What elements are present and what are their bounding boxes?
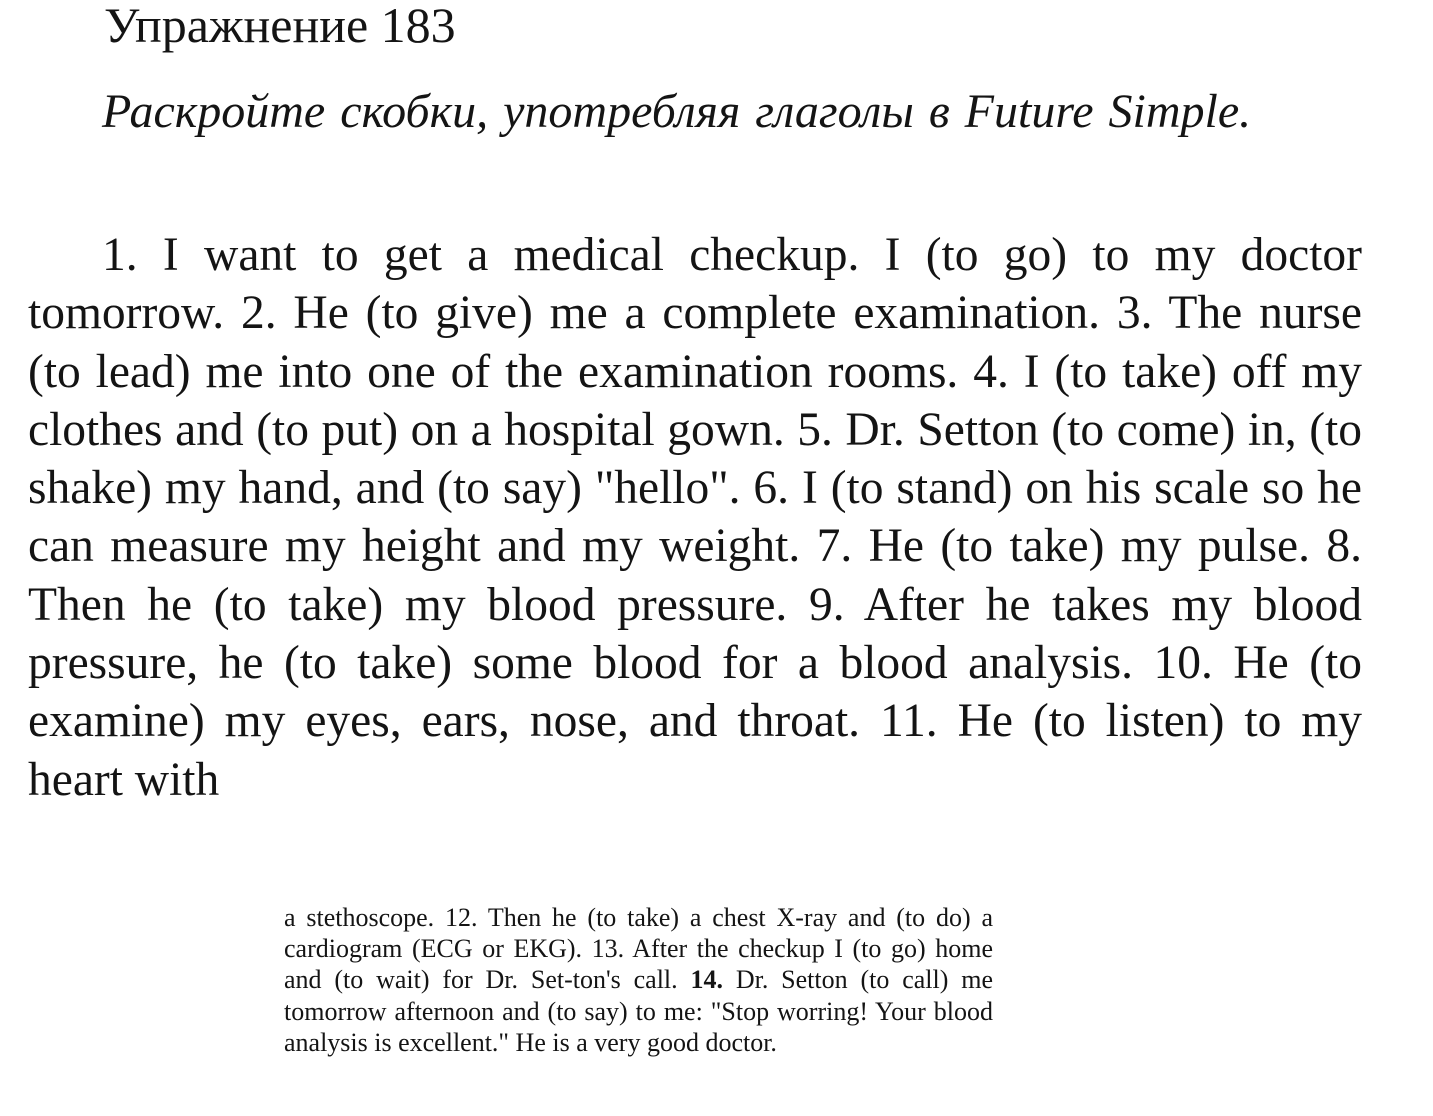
continuation-text-part-1: a stethoscope. 12. Then he (to take) a chest X-ray and (to do) a cardiogram (ECG or EKG). 13. After the checkup I (to go) home and (to wait) for Dr. Set-ton's call. [284,903,993,995]
exercise-continuation-text [284,902,993,1058]
exercise-body-text: 1. I want to get a medical checkup. I (to go) to my doctor tomorrow. 2. He (to give) me a complete examination. 3. The nurse (to lead) me into one of the examination rooms. 4. I (to take) off my clothes and (to put) on a hospital gown. 5. Dr. Setton (to come) in, (to shake) my hand, and (to say) "hello". 6. I (to stand) on his scale so he can measure my height and my weight. 7. He (to take) my pulse. 8. Then he (to take) my blood pressure. 9. After he takes my blood pressure, he (to take) some blood for a blood analysis. 10. He (to examine) my eyes, ears, nose, and throat. 11. He (to listen) to my heart with [28,229,1362,806]
continuation-text-part-2: Dr. Setton (to call) me tomorrow afternoon and (to say) to me: "Stop worring! Your blood analysis is excellent." He is a very good doctor. [284,965,993,1057]
exercise-title: Упражнение 183 [104,0,456,53]
sentence-number-14: 14. [690,965,723,995]
exercise-instruction: Раскройте скобки, употребляя глаголы в Future Simple. [102,85,1252,138]
